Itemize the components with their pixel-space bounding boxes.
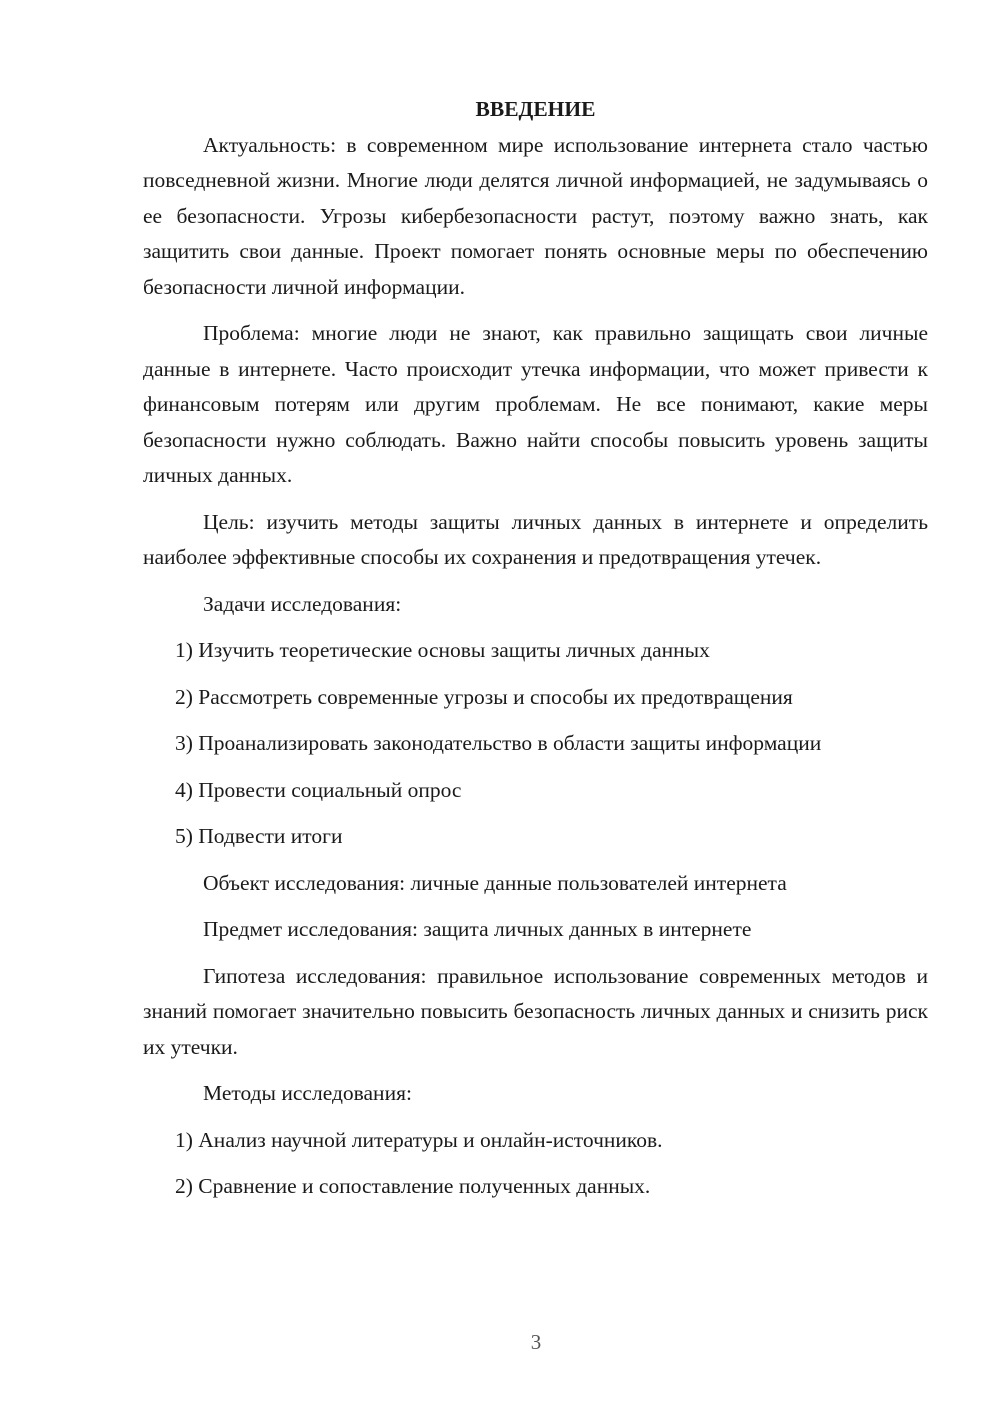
- method-item-2: 2) Сравнение и сопоставление полученных данных.: [175, 1174, 651, 1198]
- task-item-2: 2) Рассмотреть современные угрозы и способы их предотвращения: [175, 684, 793, 709]
- problem-paragraph: Проблема: многие люди не знают, как правильно защищать свои личные данные в интернете. Часто происходит утечка информации, что может привести к финансовым потерям или другим проблемам. Не все понимают, какие меры безопасности нужно соблюдать. Важно найти способы повысить уровень защиты личных данных.: [143, 321, 928, 487]
- research-subject: Предмет исследования: защита личных данных в интернете: [203, 917, 752, 941]
- methods-heading: Методы исследования:: [203, 1081, 412, 1105]
- tasks-heading: Задачи исследования:: [203, 591, 402, 616]
- page-title: ВВЕДЕНИЕ: [475, 97, 596, 121]
- hypothesis-paragraph: Гипотеза исследования: правильное использование современных методов и знаний помогает значительно повысить безопасность личных данных и снизить риск их утечки.: [143, 963, 928, 1059]
- goal-paragraph: Цель: изучить методы защиты личных данных в интернете и определить наиболее эффективные способы их сохранения и предотвращения утечек.: [143, 509, 928, 569]
- relevance-paragraph: Актуальность: в современном мире использование интернета стало частью повседневной жизни. Многие люди делятся личной информацией, не задумываясь о ее безопасности. Угрозы кибербезопасности растут, поэтому важно знать, как защитить свои данные. Проект помогает понять основные меры по обеспечению безопасности личной информации.: [143, 132, 928, 299]
- method-item-1: 1) Анализ научной литературы и онлайн-источников.: [175, 1127, 663, 1152]
- task-item-4: 4) Провести социальный опрос: [175, 777, 462, 802]
- task-item-5: 5) Подвести итоги: [175, 824, 343, 848]
- page-content: [143, 92, 928, 1216]
- task-item-3: 3) Проанализировать законодательство в области защиты информации: [175, 731, 822, 755]
- research-object: Объект исследования: личные данные пользователей интернета: [203, 870, 787, 895]
- page-number: 3: [530, 1330, 542, 1354]
- task-item-1: 1) Изучить теоретические основы защиты личных данных: [175, 638, 710, 662]
